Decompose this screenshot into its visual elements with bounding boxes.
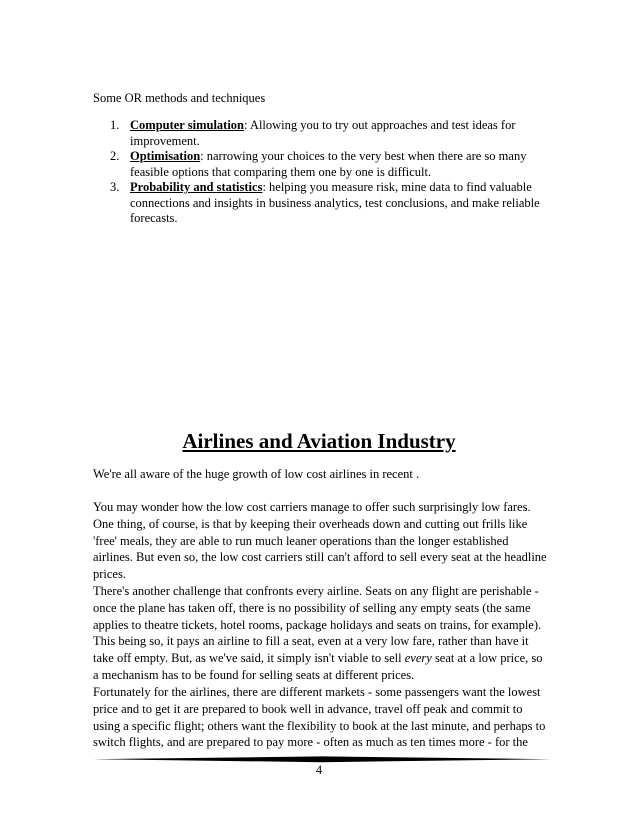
list-number: 2. — [110, 149, 120, 163]
term-statistics: statistics — [216, 180, 263, 194]
paragraph-intro: We're all aware of the huge growth of low cost airlines in recent . — [93, 467, 420, 481]
term-connector: and — [190, 180, 217, 194]
list-item — [110, 180, 550, 227]
intro-text: Some OR methods and techniques — [93, 91, 266, 105]
term-description: : narrowing your choices to the very best when there are so many feasible options that comparing them one by one is difficult. — [130, 149, 527, 179]
term-description: : Allowing you to try out approaches and test ideas for improvement. — [130, 118, 516, 148]
list-number: 3. — [110, 180, 120, 194]
term-computer-simulation: Computer simulation — [130, 118, 245, 132]
paragraph-markets: Fortunately for the airlines, there are different markets - some passengers want the lowest price and to get it are prepared to book well in advance, travel off peak and commit to using a specific flight; others want the flexibility to book at the last minute, and perhaps to switch flights, and are prepared to pay more - often as much as ten times more - for the — [93, 685, 546, 750]
paragraph-text: There's another challenge that confronts every airline. Seats on any flight are perishable - once the plane has taken off, there is no possibility of selling any empty seats (the same applies to theatre tickets, hotel rooms, package holidays and seats on trains, for example). This being so, it pays an airline to fill a seat, even at a very low fare, rather than have it take off empty. But, as we've said, it simply isn't viable to sell — [93, 584, 542, 666]
paragraph-text: seat at a low price, so a mechanism has to be found for selling seats at different prices. — [93, 651, 543, 682]
methods-list — [110, 118, 550, 227]
list-number: 1. — [110, 118, 120, 132]
page-number: 4 — [315, 763, 323, 777]
paragraph-perishable-seats — [93, 583, 551, 684]
term-description: : helping you measure risk, mine data to find valuable connections and insights in business analytics, test conclusions, and make reliable forecasts. — [130, 180, 540, 225]
list-item — [110, 118, 550, 149]
section-title: Airlines and Aviation Industry — [182, 429, 456, 453]
paragraph-low-fares: You may wonder how the low cost carriers manage to offer such surprisingly low fares. One thing, of course, is that by keeping their overheads down and cutting out frills like 'free' meals, they are able to run much leaner operations than the longer established airlines. But even so, the low cost carriers still can't afford to sell every seat at the headline prices. — [93, 500, 547, 582]
term-probability: Probability — [130, 180, 191, 194]
emphasis-text: every — [404, 651, 432, 666]
term-optimisation: Optimisation — [130, 149, 201, 163]
list-item — [110, 149, 550, 180]
